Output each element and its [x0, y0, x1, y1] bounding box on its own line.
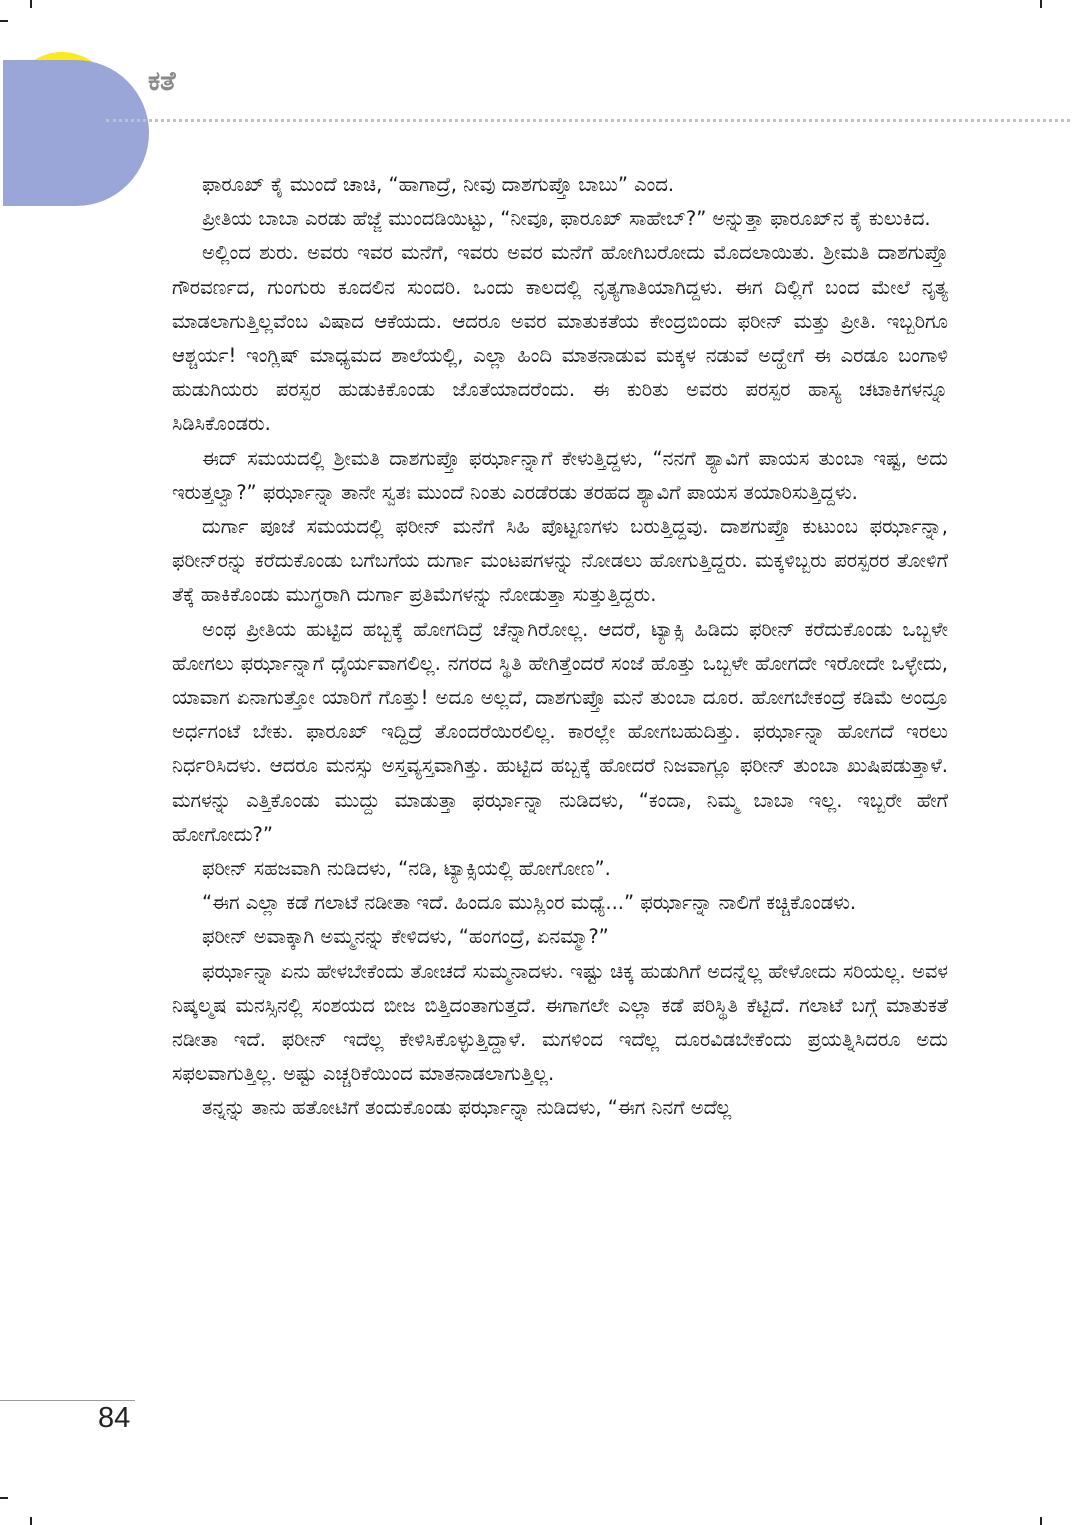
header-dotted-rule: [106, 119, 1070, 122]
crop-mark-left-upper: [0, 20, 8, 22]
paragraph: ತನ್ನನ್ನು ತಾನು ಹತೋಟಿಗೆ ತಂದುಕೊಂಡು ಫರ್ಝಾನ್ನಾ ನುಡಿದಳು, “ಈಗ ನಿನಗೆ ಅದೆಲ್ಲ: [202, 1096, 732, 1120]
paragraph: ಫರೀನ್ ಸಹಜವಾಗಿ ನುಡಿದಳು, “ನಡಿ, ಟ್ಯಾಕ್ಸಿಯಲ್ಲಿ ಹೋಗೋಣ”.: [202, 857, 611, 881]
paragraph: ಅಲ್ಲಿಂದ ಶುರು. ಅವರು ಇವರ ಮನೆಗೆ, ಇವರು ಅವರ ಮನೆಗೆ ಹೋಗಿಬರೋದು ಮೊದಲಾಯಿತು. ಶ್ರೀಮತಿ ದಾಶಗುಪ್ತೊ ಗೌರವರ್ಣದ, ಗುಂಗುರು ಕೂದಲಿನ ಸುಂದರಿ. ಒಂದು ಕಾಲದಲ್ಲಿ ನೃತ್ಯಗಾತಿಯಾಗಿದ್ದಳು. ಈಗ ದಿಲ್ಲಿಗೆ ಬಂದ ಮೇಲೆ ನೃತ್ಯ ಮಾಡಲಾಗುತ್ತಿಲ್ಲವೆಂಬ ವಿಷಾದ ಆಕೆಯದು. ಆದರೂ ಅವರ ಮಾತುಕತೆಯ ಕೇಂದ್ರಬಿಂದು ಫರೀನ್ ಮತ್ತು ಪ್ರೀತಿ. ಇಬ್ಬರಿಗೂ ಆಶ್ಚರ್ಯ! ಇಂಗ್ಲಿಷ್ ಮಾಧ್ಯಮದ ಶಾಲೆಯಲ್ಲಿ, ಎಲ್ಲಾ ಹಿಂದಿ ಮಾತನಾಡುವ ಮಕ್ಕಳ ನಡುವೆ ಅದ್ಹೇಗೆ ಈ ಎರಡೂ ಬಂಗಾಳಿ ಹುಡುಗಿಯರು ಪರಸ್ಪರ ಹುಡುಕಿಕೊಂಡು ಜೊತೆಯಾದರೆಂದು. ಈ ಕುರಿತು ಅವರು ಪರಸ್ಪರ ಹಾಸ್ಯ ಚಟಾಕಿಗಳನ್ನೂ ಸಿಡಿಸಿಕೊಂಡರು.: [172, 241, 948, 436]
paragraph: ಪ್ರೀತಿಯ ಬಾಬಾ ಎರಡು ಹೆಜ್ಜೆ ಮುಂದಡಿಯಿಟ್ಟು, “ನೀವೂ, ಫಾರೂಖ್ ಸಾಹೇಬ್?” ಅನ್ನುತ್ತಾ ಫಾರೂಖ್‌ನ ಕೈ ಕುಲುಕಿದ.: [202, 207, 931, 231]
page-number: 84: [98, 1402, 131, 1434]
crop-mark-top-right: [1040, 0, 1042, 8]
paragraph: ಫರೀನ್ ಅವಾಕ್ಕಾಗಿ ಅಮ್ಮನನ್ನು ಕೇಳಿದಳು, “ಹಂಗಂದ್ರೆ, ಏನಮ್ಮಾ?”: [202, 925, 609, 949]
footer-rule: [0, 1400, 135, 1401]
crop-mark-left-lower: [0, 1497, 8, 1499]
crop-mark-bottom-right: [1040, 1517, 1042, 1525]
paragraph: ಫಾರೂಖ್ ಕೈ ಮುಂದೆ ಚಾಚಿ, “ಹಾಗಾದ್ರೆ, ನೀವು ದಾಶಗುಪ್ತೊ ಬಾಬು” ಎಂದ.: [202, 173, 675, 196]
paragraph: ದುರ್ಗಾ ಪೂಜೆ ಸಮಯದಲ್ಲಿ ಫರೀನ್ ಮನೆಗೆ ಸಿಹಿ ಪೊಟ್ಟಣಗಳು ಬರುತ್ತಿದ್ದವು. ದಾಶಗುಪ್ತೊ ಕುಟುಂಬ ಫರ್ಝಾನ್ನಾ, ಫರೀನ್‌ರನ್ನು ಕರೆದುಕೊಂಡು ಬಗೆಬಗೆಯ ದುರ್ಗಾ ಮಂಟಪಗಳನ್ನು ನೋಡಲು ಹೋಗುತ್ತಿದ್ದರು. ಮಕ್ಕಳಿಬ್ಬರು ಪರಸ್ಪರರ ತೋಳಿಗೆ ತೆಕ್ಕೆ ಹಾಕಿಕೊಂಡು ಮುಗ್ಧರಾಗಿ ದುರ್ಗಾ ಪ್ರತಿಮೆಗಳನ್ನು ನೋಡುತ್ತಾ ಸುತ್ತುತ್ತಿದ್ದರು.: [172, 515, 948, 607]
section-title: ಕತೆ: [148, 66, 176, 97]
crop-mark-top-left: [30, 0, 32, 8]
paragraph: ಅಂಥ ಪ್ರೀತಿಯ ಹುಟ್ಟಿದ ಹಬ್ಬಕ್ಕೆ ಹೋಗದಿದ್ರೆ ಚೆನ್ನಾಗಿರೋಲ್ಲ. ಆದರೆ, ಟ್ಯಾಕ್ಸಿ ಹಿಡಿದು ಫರೀನ್ ಕರೆದುಕೊಂಡು ಒಬ್ಬಳೇ ಹೋಗಲು ಫರ್ಝಾನ್ನಾಗೆ ಧೈರ್ಯವಾಗಲಿಲ್ಲ. ನಗರದ ಸ್ಥಿತಿ ಹೇಗಿತ್ತೆಂದರೆ ಸಂಜೆ ಹೊತ್ತು ಒಬ್ಬಳೇ ಹೋಗದೇ ಇರೋದೇ ಒಳ್ಳೇದು, ಯಾವಾಗ ಏನಾಗುತ್ತೋ ಯಾರಿಗೆ ಗೊತ್ತು! ಅದೂ ಅಲ್ಲದೆ, ದಾಶಗುಪ್ತೊ ಮನೆ ತುಂಬಾ ದೂರ. ಹೋಗಬೇಕಂದ್ರೆ ಕಡಿಮೆ ಅಂದ್ರೂ ಅರ್ಧಗಂಟೆ ಬೇಕು. ಫಾರೂಖ್ ಇದ್ದಿದ್ರೆ ತೊಂದರೆಯಿರಲಿಲ್ಲ. ಕಾರಲ್ಲೇ ಹೋಗಬಹುದಿತ್ತು. ಫರ್ಝಾನ್ನಾ ಹೋಗದೆ ಇರಲು ನಿರ್ಧರಿಸಿದಳು. ಆದರೂ ಮನಸ್ಸು ಅಸ್ತವ್ಯಸ್ತವಾಗಿತ್ತು. ಹುಟ್ಟಿದ ಹಬ್ಬಕ್ಕೆ ಹೋದರೆ ನಿಜವಾಗ್ಲೂ ಫರೀನ್ ತುಂಬಾ ಖುಷಿಪಡುತ್ತಾಳೆ. ಮಗಳನ್ನು ಎತ್ತಿಕೊಂಡು ಮುದ್ದು ಮಾಡುತ್ತಾ ಫರ್ಝಾನ್ನಾ ನುಡಿದಳು, “ಕಂದಾ, ನಿಮ್ಮ ಬಾಬಾ ಇಲ್ಲ. ಇಬ್ಬರೇ ಹೇಗೆ ಹೋಗೋದು?”: [172, 617, 948, 846]
story-body: [172, 168, 948, 1126]
paragraph: ಈದ್ ಸಮಯದಲ್ಲಿ ಶ್ರೀಮತಿ ದಾಶಗುಪ್ತೊ ಫರ್ಝಾನ್ನಾಗೆ ಕೇಳುತ್ತಿದ್ದಳು, “ನನಗೆ ಶ್ಯಾವಿಗೆ ಪಾಯಸ ತುಂಬಾ ಇಷ್ಟ, ಅದು ಇರುತ್ತಲ್ವಾ?” ಫರ್ಝಾನ್ನಾ ತಾನೇ ಸ್ವತಃ ಮುಂದೆ ನಿಂತು ಎರಡೆರಡು ತರಹದ ಶ್ಯಾವಿಗೆ ಪಾಯಸ ತಯಾರಿಸುತ್ತಿದ್ದಳು.: [172, 446, 948, 504]
decorative-blue-shape: [3, 60, 149, 206]
paragraph: ಫರ್ಝಾನ್ನಾ ಏನು ಹೇಳಬೇಕೆಂದು ತೋಚದೆ ಸುಮ್ಮನಾದಳು. ಇಷ್ಟು ಚಿಕ್ಕ ಹುಡುಗಿಗೆ ಅದನ್ನೆಲ್ಲ ಹೇಳೋದು ಸರಿಯಲ್ಲ. ಅವಳ ನಿಷ್ಕಲ್ಮಷ ಮನಸ್ಸಿನಲ್ಲಿ ಸಂಶಯದ ಬೀಜ ಬಿತ್ತಿದಂತಾಗುತ್ತದೆ. ಈಗಾಗಲೇ ಎಲ್ಲಾ ಕಡೆ ಪರಿಸ್ಥಿತಿ ಕೆಟ್ಟಿದೆ. ಗಲಾಟೆ ಬಗ್ಗೆ ಮಾತುಕತೆ ನಡೀತಾ ಇದೆ. ಫರೀನ್ ಇದೆಲ್ಲ ಕೇಳಿಸಿಕೊಳ್ಳುತ್ತಿದ್ದಾಳೆ. ಮಗಳಿಂದ ಇದೆಲ್ಲ ದೂರವಿಡಬೇಕೆಂದು ಪ್ರಯತ್ನಿಸಿದರೂ ಅದು ಸಫಲವಾಗುತ್ತಿಲ್ಲ. ಅಷ್ಟು ಎಚ್ಚರಿಕೆಯಿಂದ ಮಾತನಾಡಲಾಗುತ್ತಿಲ್ಲ.: [172, 959, 948, 1086]
crop-mark-bottom-left: [30, 1517, 32, 1525]
paragraph: “ಈಗ ಎಲ್ಲಾ ಕಡೆ ಗಲಾಟೆ ನಡೀತಾ ಇದೆ. ಹಿಂದೂ ಮುಸ್ಲಿಂರ ಮಧ್ಯೆ...” ಫರ್ಝಾನ್ನಾ ನಾಲಿಗೆ ಕಚ್ಚಿಕೊಂಡಳು.: [202, 891, 857, 915]
